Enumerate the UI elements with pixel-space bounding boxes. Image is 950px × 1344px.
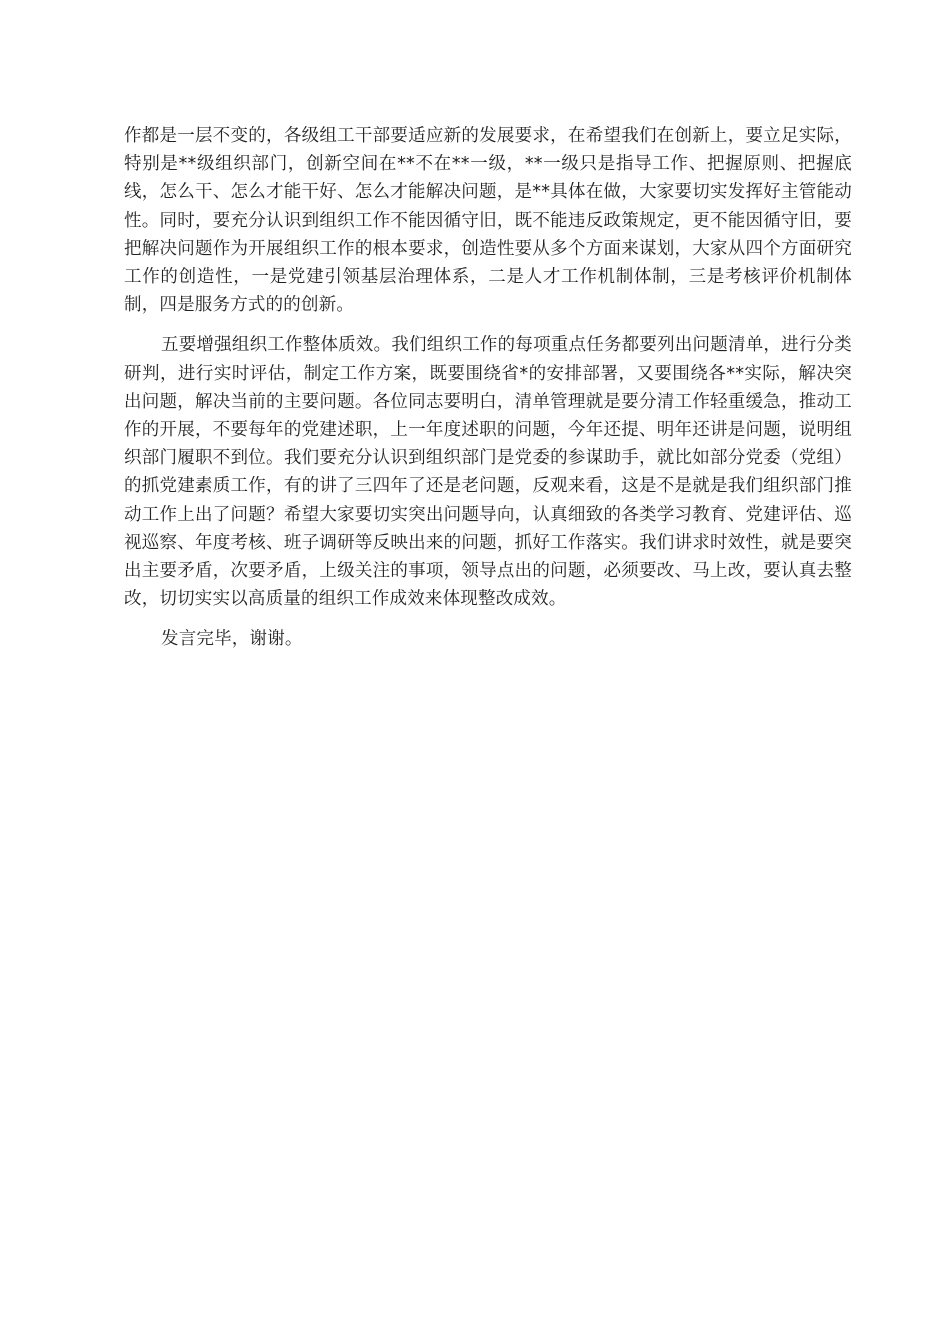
paragraph-continuation: 作都是一层不变的，各级组工干部要适应新的发展要求，在希望我们在创新上，要立足实际，特别是**级组织部门，创新空间在**不在**一级，**一级只是指导工作、把握原则、把握底线，怎么干、怎么才能干好、怎么才能解决问题，是**具体在做，大家要切实发挥好主管能动性。同时，要充分认识到组织工作不能因循守旧，既不能违反政策规定，更不能因循守旧，要把解决问题作为开展组织工作的根本要求，创造性要从多个方面来谋划，大家从四个方面研究工作的创造性，一是党建引领基层治理体系，二是人才工作机制体制，三是考核评价机制体制，四是服务方式的的创新。 bbox=[124, 126, 852, 316]
document-body bbox=[124, 122, 852, 666]
paragraph-closing: 发言完毕，谢谢。 bbox=[161, 629, 303, 650]
paragraph-five-improve-quality: 五要增强组织工作整体质效。我们组织工作的每项重点任务都要列出问题清单，进行分类研判，进行实时评估，制定工作方案，既要围绕省*的安排部署，又要围绕各**实际，解决突出问题，解决当前的主要问题。各位同志要明白，清单管理就是要分清工作轻重缓急，推动工作的开展，不要每年的党建述职，上一年度述职的问题，今年还提、明年还讲是问题，说明组织部门履职不到位。我们要充分认识到组织部门是党委的参谋助手，就比如部分党委（党组）的抓党建素质工作，有的讲了三四年了还是老问题，反观来看，这是不是就是我们组织部门推动工作上出了问题？希望大家要切实突出问题导向，认真细致的各类学习教育、党建评估、巡视巡察、年度考核、班子调研等反映出来的问题，抓好工作落实。我们讲求时效性，就是要突出主要矛盾，次要矛盾，上级关注的事项，领导点出的问题，必须要改、马上改，要认真去整改，切切实实以高质量的组织工作成效来体现整改成效。 bbox=[124, 335, 852, 610]
